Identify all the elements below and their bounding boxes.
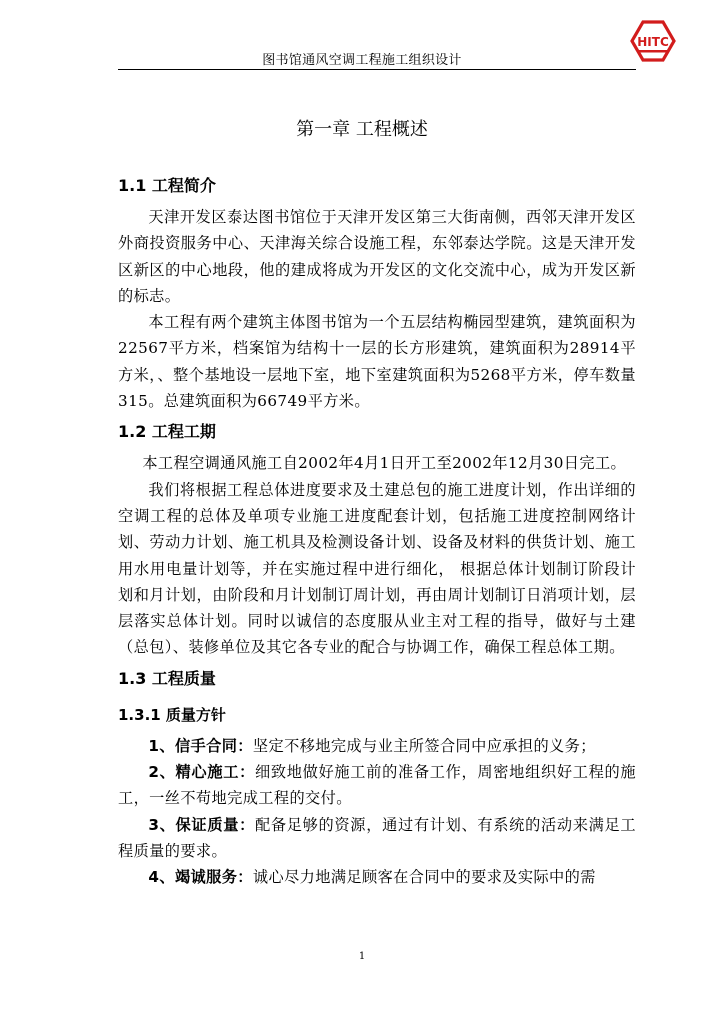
list-item-quality-2 <box>118 759 636 812</box>
page-number: 1 <box>358 951 366 962</box>
paragraph-1-1-a: 天津开发区泰达图书馆位于天津开发区第三大街南侧，西邻天津开发区外商投资服务中心、天津海关综合设施工程，东邻泰达学院。这是天津开发区新区的中心地段，他的建成将成为开发区的文化交流中心，成为开发区新的标志。 <box>118 208 636 305</box>
section-heading-1-3: 1.3 工程质量 <box>118 668 216 688</box>
list-item-text: 坚定不移地完成与业主所签合同中应承担的义务； <box>252 736 596 755</box>
chapter-title: 第一章 工程概述 <box>296 119 428 140</box>
paragraph-1-1-b: 本工程有两个建筑主体图书馆为一个五层结构椭园型建筑，建筑面积为22567平方米，档案馆为结构十一层的长方形建筑，建筑面积为28914平方米，、整个基地设一层地下室，地下室建筑面积为5268平方米，停车数量315。总建筑面积为66749平方米。 <box>118 313 636 411</box>
list-item-quality-1 <box>118 733 636 759</box>
list-item-text: 细致地做好施工前的准备工作，周密地组织好工程的施工，一丝不苟地完成工程的交付。 <box>118 763 636 808</box>
subsection-heading-1-3-1: 1.3.1 质量方针 <box>118 705 226 724</box>
section-heading-1-2: 1.2 工程工期 <box>118 422 216 442</box>
paragraph-1-2-b: 我们将根据工程总体进度要求及土建总包的施工进度计划，作出详细的空调工程的总体及单项专业施工进度配套计划，包括施工进度控制网络计划、劳动力计划、施工机具及检测设备计划、设备及材料的供货计划、施工用水用电量计划等，并在实施过程中进行细化， 根据总体计划制订阶段计划和月计划，由阶段和月计划制订周计划，再由周计划制订日消项计划，层层落实总体计划。同时以诚信的态度服从业主对工程的指导，做好与土建（总包）、装修单位及其它各专业的配合与协调工作，确保工程总体工期。 <box>118 480 636 657</box>
logo-lettering: HITC <box>637 35 669 49</box>
company-logo-icon <box>630 20 676 62</box>
list-item-lead: 4、竭诚服务： <box>148 868 253 887</box>
list-item-lead: 3、保证质量： <box>148 815 255 834</box>
list-item-quality-4 <box>118 864 636 890</box>
running-header-title: 图书馆通风空调工程施工组织设计 <box>262 53 462 68</box>
list-item-lead: 2、精心施工： <box>148 763 255 782</box>
section-heading-1-1: 1.1 工程简介 <box>118 176 216 195</box>
list-item-text: 诚心尽力地满足顾客在合同中的要求及实际中的需 <box>252 868 596 887</box>
list-item-text: 配备足够的资源，通过有计划、有系统的活动来满足工程质量的要求。 <box>118 815 636 860</box>
header-rule <box>118 69 636 70</box>
logo-base-bar <box>639 50 667 53</box>
list-item-lead: 1、信手合同： <box>148 736 253 755</box>
document-body <box>118 168 636 891</box>
list-item-quality-3 <box>118 812 636 865</box>
paragraph-1-2-a: 本工程空调通风施工自2002年4月1日开工至2002年12月30日完工。 <box>142 454 627 473</box>
